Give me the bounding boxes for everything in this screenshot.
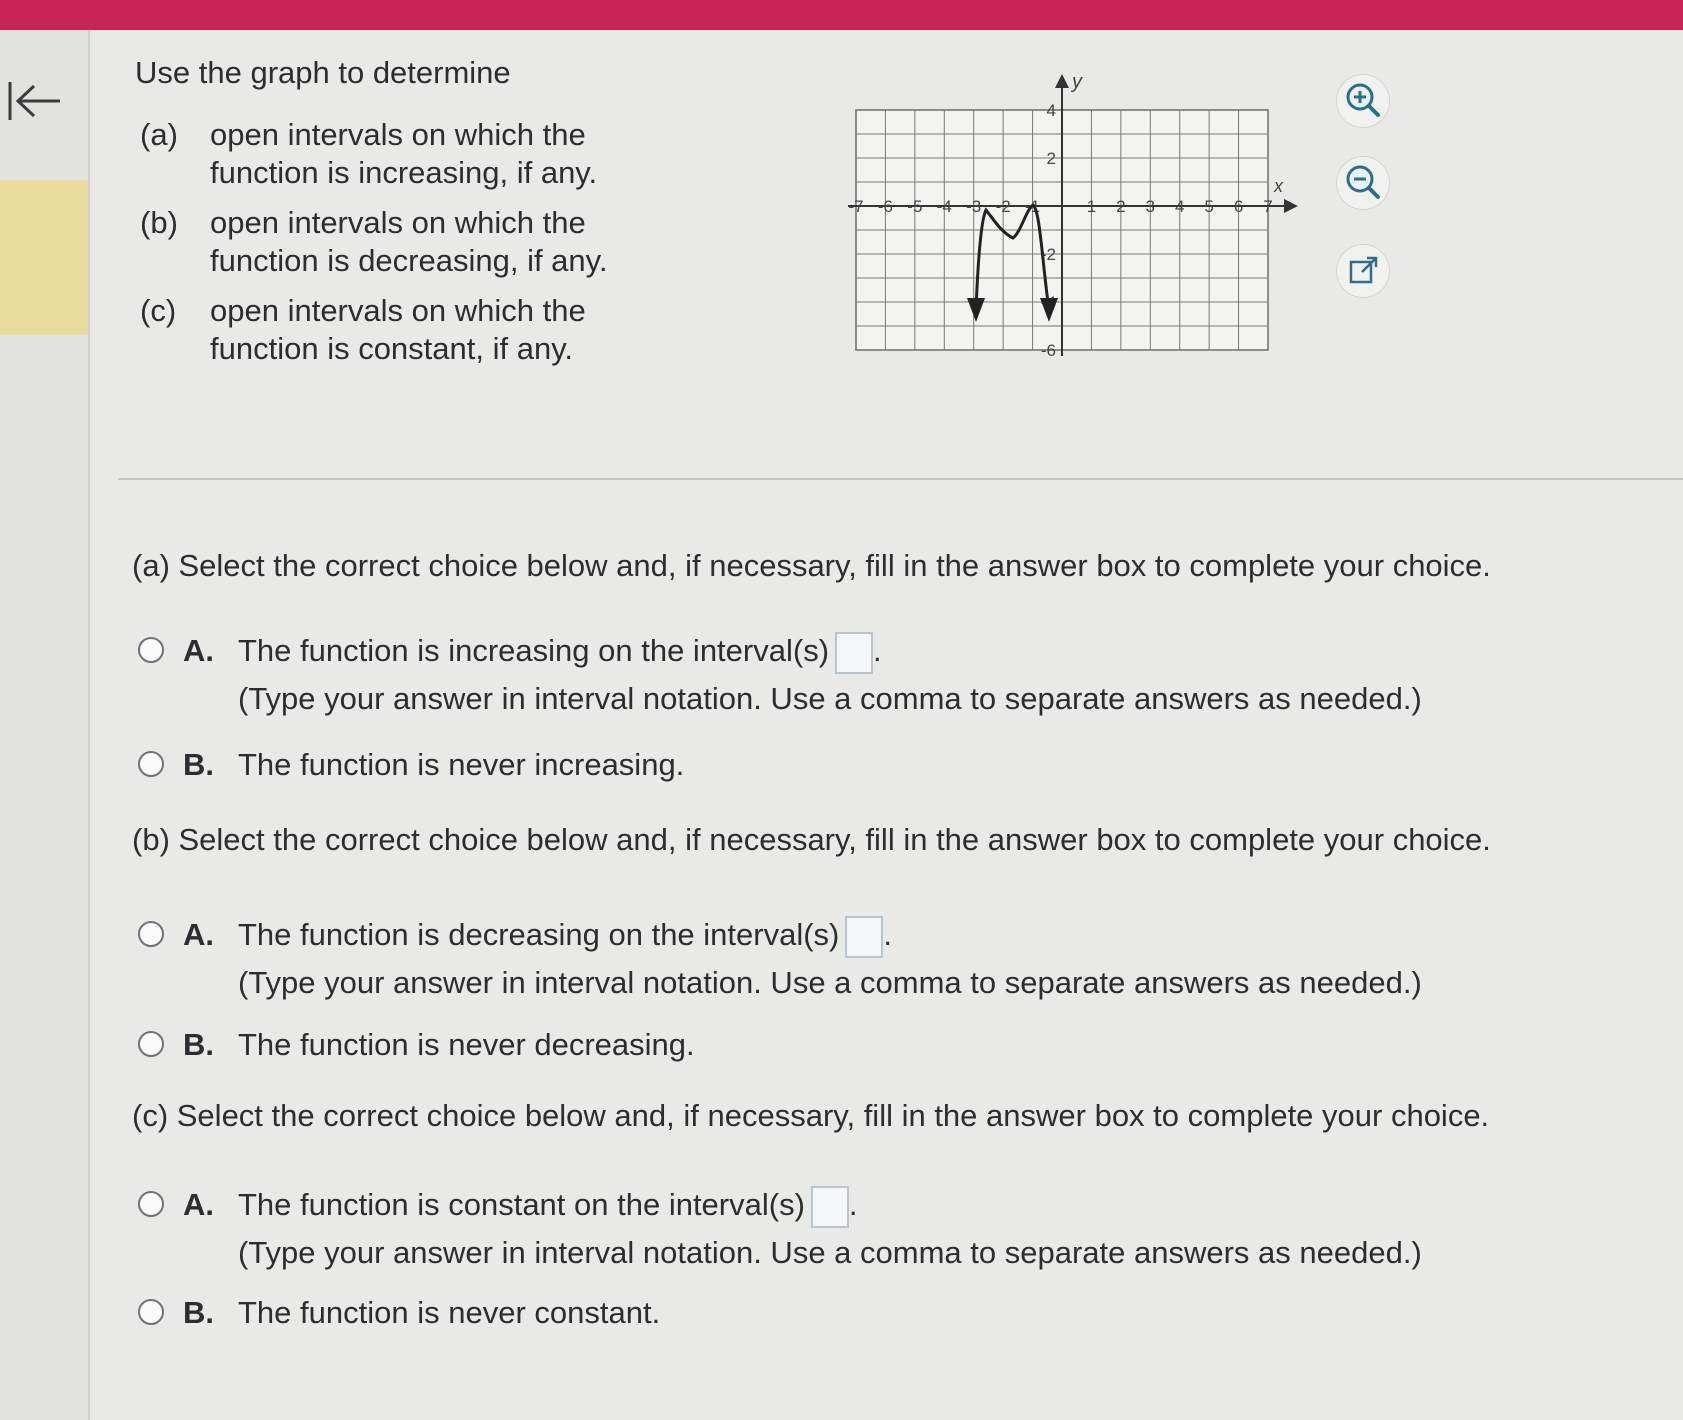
x-tick-label: 3 <box>1145 197 1156 216</box>
choice-text: The function is never increasing. <box>238 747 685 782</box>
item-line: function is increasing, if any. <box>210 155 598 190</box>
item-tag: (c) <box>140 293 177 328</box>
part-a-prompt: (a) Select the correct choice below and, if necessary, fill in the answer box to complete your choice. <box>132 548 1491 583</box>
x-tick-label: -7 <box>848 197 864 216</box>
choice-text: The function is increasing on the interval(s) <box>238 633 830 668</box>
item-line: open intervals on which the <box>210 293 586 328</box>
y-tick-label: 2 <box>1046 149 1056 168</box>
x-tick-label: 7 <box>1263 197 1273 216</box>
external-link-icon <box>1337 245 1389 297</box>
item-tag: (a) <box>140 117 178 152</box>
y-axis-label: y <box>1072 71 1082 93</box>
x-tick-label: 4 <box>1174 197 1185 216</box>
x-tick-label: -3 <box>966 197 982 216</box>
part-b-prompt: (b) Select the correct choice below and, if necessary, fill in the answer box to complete your choice. <box>132 822 1491 857</box>
y-axis-arrow <box>1055 74 1069 88</box>
x-tick-label: -1 <box>1025 197 1041 216</box>
choice-letter: A. <box>183 917 214 952</box>
function-graph <box>826 70 1336 390</box>
choice-letter: B. <box>183 1027 214 1062</box>
choice-hint: (Type your answer in interval notation. Use a comma to separate answers as needed.) <box>238 1235 1422 1270</box>
radio-button[interactable] <box>138 751 164 777</box>
radio-button[interactable] <box>138 637 164 663</box>
left-rail <box>0 30 90 1420</box>
choice-letter: B. <box>183 1295 214 1330</box>
choice-letter: B. <box>183 747 214 782</box>
item-line: open intervals on which the <box>210 117 586 152</box>
x-tick-label: -4 <box>936 197 952 216</box>
answer-input[interactable] <box>835 632 873 674</box>
choice-hint: (Type your answer in interval notation. Use a comma to separate answers as needed.) <box>238 681 1422 716</box>
part-c-prompt: (c) Select the correct choice below and, if necessary, fill in the answer box to complete your choice. <box>132 1098 1490 1133</box>
rail-accent <box>0 180 88 335</box>
popout-button[interactable] <box>1336 244 1390 298</box>
x-tick-label: -6 <box>877 197 893 216</box>
x-tick-label: -5 <box>907 197 923 216</box>
x-tick-label: 5 <box>1204 197 1214 216</box>
item-tag: (b) <box>140 205 178 240</box>
answer-input[interactable] <box>845 916 883 958</box>
x-tick-label: 2 <box>1116 197 1126 216</box>
choice-text: The function is decreasing on the interval(s) <box>238 917 840 952</box>
top-bar <box>0 0 1683 30</box>
choice-letter: A. <box>183 633 214 668</box>
item-line: function is constant, if any. <box>210 331 574 366</box>
zoom-out-button[interactable] <box>1336 156 1390 210</box>
y-tick-label: -2 <box>1040 245 1056 264</box>
radio-button[interactable] <box>138 1299 164 1325</box>
x-tick-label: 6 <box>1233 197 1244 216</box>
item-line: function is decreasing, if any. <box>210 243 608 278</box>
choice-text: The function is constant on the interval(s) <box>238 1187 805 1222</box>
x-tick-label: 1 <box>1086 197 1097 216</box>
x-tick-label: -2 <box>995 197 1011 216</box>
x-axis-label: x <box>1274 176 1283 196</box>
radio-button[interactable] <box>138 1191 164 1217</box>
answer-input[interactable] <box>811 1186 849 1228</box>
choice-text: The function is never constant. <box>238 1295 661 1330</box>
y-tick-label: 4 <box>1046 101 1056 120</box>
choice-text: The function is never decreasing. <box>238 1027 695 1062</box>
choice-hint: (Type your answer in interval notation. Use a comma to separate answers as needed.) <box>238 965 1422 1000</box>
zoom-out-icon <box>1337 157 1389 209</box>
radio-button[interactable] <box>138 921 164 947</box>
choice-letter: A. <box>183 1187 214 1222</box>
radio-button[interactable] <box>138 1031 164 1057</box>
y-tick-label: -6 <box>1040 341 1056 360</box>
back-to-start-icon[interactable] <box>6 76 62 126</box>
zoom-in-icon <box>1337 75 1389 127</box>
item-line: open intervals on which the <box>210 205 586 240</box>
x-axis-arrow <box>1284 199 1298 213</box>
question-intro: Use the graph to determine <box>135 55 511 90</box>
section-divider <box>118 478 1683 480</box>
zoom-in-button[interactable] <box>1336 74 1390 128</box>
